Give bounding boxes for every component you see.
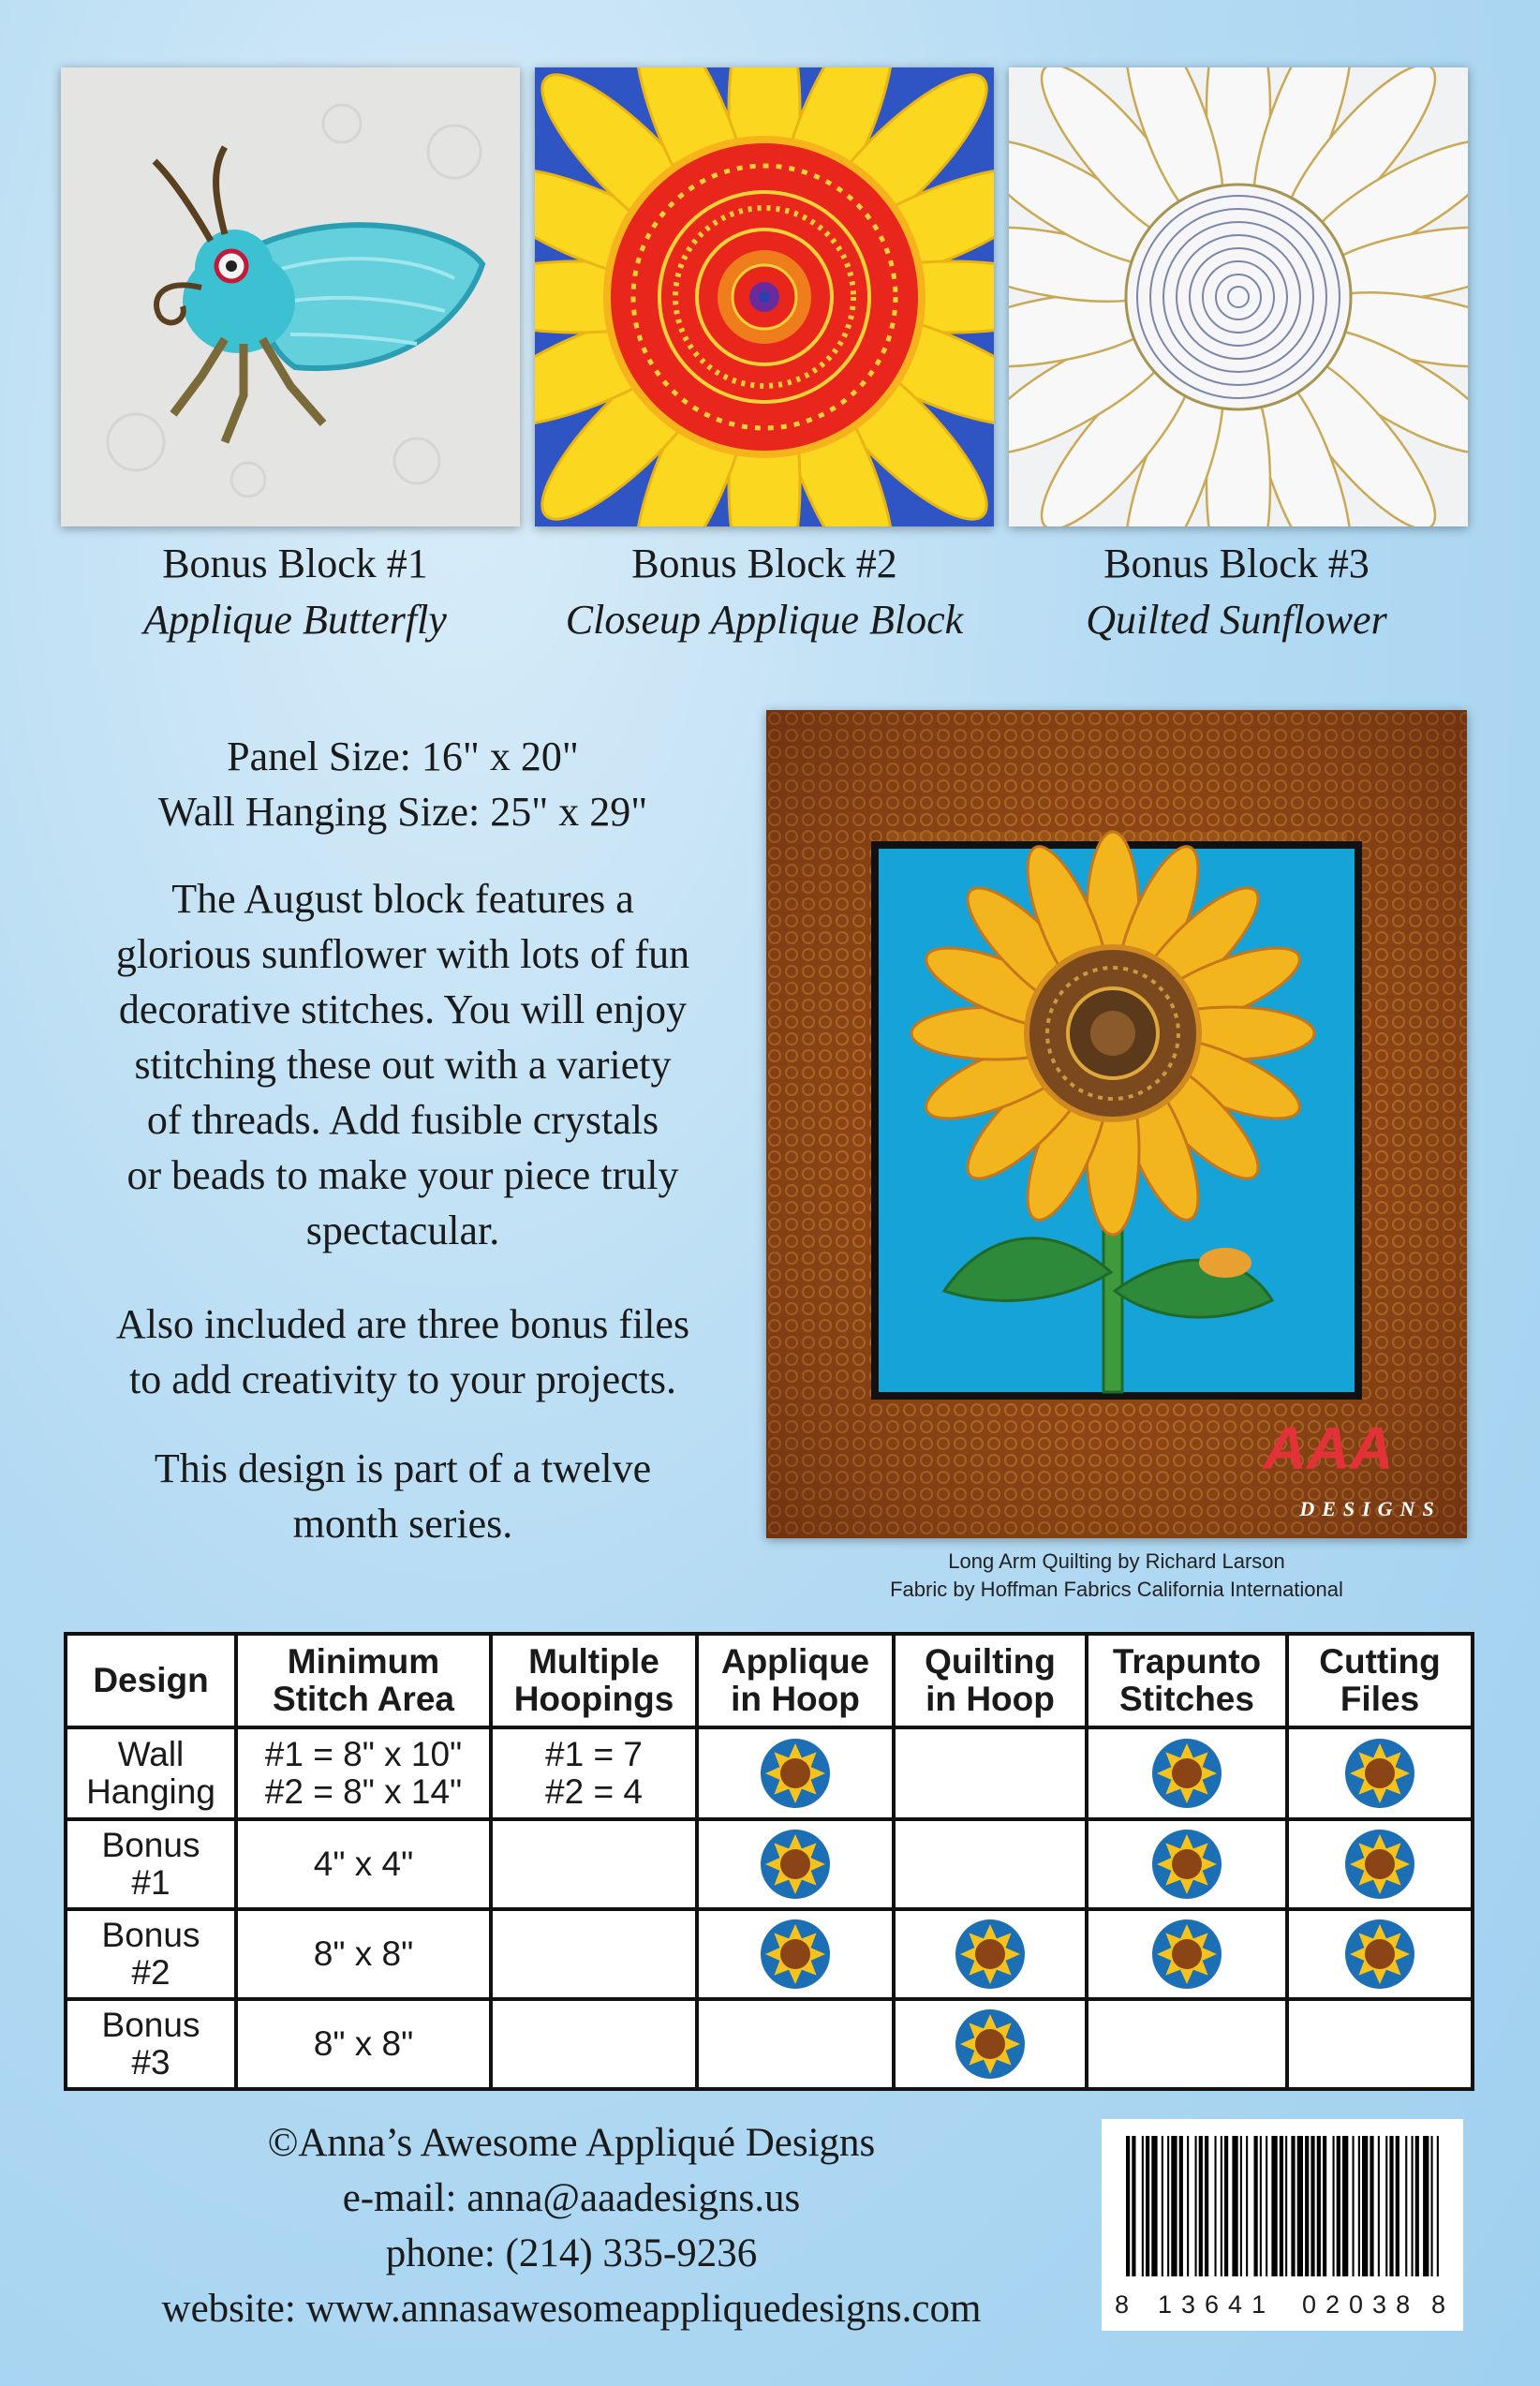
contact-footer xyxy=(84,2115,1059,2336)
logo-subtext: DESIGNS xyxy=(1299,1497,1442,1520)
barcode-left-group: 13641 xyxy=(1158,2290,1276,2319)
stitch-area-cell: 8" x 8" xyxy=(236,1999,491,2089)
cutting-cell xyxy=(1287,1999,1473,2089)
barcode-check-digit: 8 xyxy=(1431,2290,1446,2319)
barcode-bar xyxy=(1323,2136,1326,2276)
header-design: Design xyxy=(66,1634,236,1727)
applique-cell xyxy=(697,1727,894,1819)
bonus-block-1-caption xyxy=(52,536,539,648)
sunflower-badge-icon xyxy=(955,1919,1026,1990)
cutting-cell xyxy=(1287,1909,1473,1999)
header-multiple-hoopings: Multiple Hoopings xyxy=(491,1634,697,1727)
header-trapunto-stitches: Trapunto Stitches xyxy=(1087,1634,1287,1727)
cutting-cell xyxy=(1287,1819,1473,1909)
barcode-bar xyxy=(1396,2136,1399,2276)
sunflower-closeup-illustration xyxy=(535,67,994,526)
barcode-bar xyxy=(1205,2136,1208,2276)
barcode-bar xyxy=(1260,2136,1262,2276)
barcode-bar xyxy=(1385,2136,1387,2276)
barcode-bar xyxy=(1437,2136,1439,2276)
barcode-bar xyxy=(1224,2136,1228,2276)
size-info xyxy=(56,729,749,839)
wall-hanging-size: Wall Hanging Size: 25" x 29" xyxy=(157,789,648,835)
design-cell: Bonus #3 xyxy=(66,1999,236,2089)
barcode-bar xyxy=(1195,2136,1197,2276)
logo-letters: AAA xyxy=(1263,1415,1394,1482)
bonus-block-1-subtitle: Applique Butterfly xyxy=(143,597,447,643)
stitch-area-cell: #1 = 8" x 10" #2 = 8" x 14" xyxy=(236,1727,491,1819)
sunflower-badge-icon xyxy=(760,1738,831,1809)
bonus-block-2-caption xyxy=(521,536,1008,648)
header-min-stitch-area: Minimum Stitch Area xyxy=(236,1634,491,1727)
applique-cell xyxy=(697,1999,894,2089)
stitch-area-cell: 8" x 8" xyxy=(236,1909,491,1999)
quilting-credit: Long Arm Quilting by Richard Larson xyxy=(948,1549,1285,1573)
quilting-cell xyxy=(894,1727,1087,1819)
description-line: glorious sunflower with lots of fun xyxy=(115,931,690,977)
trapunto-cell xyxy=(1087,1909,1287,1999)
wall-hanging-photo xyxy=(766,710,1467,1538)
barcode-bar xyxy=(1142,2136,1144,2276)
barcode-bar xyxy=(1342,2136,1348,2276)
trapunto-cell xyxy=(1087,1819,1287,1909)
hoopings-cell xyxy=(491,1999,697,2089)
barcode-bar xyxy=(1232,2136,1237,2276)
sunflower-badge-icon xyxy=(1151,1738,1222,1809)
upc-barcode xyxy=(1102,2119,1463,2331)
barcode-lead-digit: 8 xyxy=(1115,2290,1130,2319)
applique-cell xyxy=(697,1819,894,1909)
barcode-bar xyxy=(1310,2136,1314,2276)
table-body xyxy=(66,1727,1473,2089)
barcode-bar xyxy=(1151,2136,1157,2276)
quilt-credits xyxy=(766,1548,1467,1604)
bonus-block-3-subtitle: Quilted Sunflower xyxy=(1086,597,1387,643)
barcode-bar xyxy=(1333,2136,1335,2276)
bonus-block-3-title: Bonus Block #3 xyxy=(1103,541,1370,586)
bonus-block-1-image xyxy=(61,67,520,526)
table-row xyxy=(66,1909,1473,1999)
stitch-area-cell: 4" x 4" xyxy=(236,1819,491,1909)
phone: phone: (214) 335-9236 xyxy=(385,2231,758,2275)
barcode-bar xyxy=(1431,2136,1433,2276)
trapunto-cell xyxy=(1087,1727,1287,1819)
barcode-bar xyxy=(1146,2136,1149,2276)
quilted-sunflower-illustration xyxy=(1009,67,1468,526)
barcode-bar xyxy=(1362,2136,1368,2276)
hoopings-cell: #1 = 7 #2 = 4 xyxy=(491,1727,697,1819)
hoopings-cell xyxy=(491,1909,697,1999)
barcode-bar xyxy=(1297,2136,1303,2276)
table-header-row xyxy=(66,1634,1473,1727)
quilting-cell xyxy=(894,1909,1087,1999)
website: website: www.annasawesomeappliquedesigns.com xyxy=(161,2287,982,2331)
header-cutting-files: Cutting Files xyxy=(1287,1634,1473,1727)
barcode-bar xyxy=(1240,2136,1242,2276)
sunflower-badge-icon xyxy=(1344,1829,1415,1900)
barcode-bar xyxy=(1167,2136,1169,2276)
barcode-bar xyxy=(1378,2136,1380,2276)
design-specs-table xyxy=(64,1632,1474,2091)
bonus-block-1-title: Bonus Block #1 xyxy=(162,541,428,586)
barcode-bar xyxy=(1412,2136,1414,2276)
barcode-right-group: 02038 xyxy=(1302,2290,1420,2319)
copyright: ©Anna’s Awesome Appliqué Designs xyxy=(267,2121,876,2165)
bonus-block-3-caption xyxy=(993,536,1480,648)
description-line: of threads. Add fusible crystals xyxy=(146,1097,659,1143)
applique-cell xyxy=(697,1909,894,1999)
table-row xyxy=(66,1727,1473,1819)
design-cell: Wall Hanging xyxy=(66,1727,236,1819)
barcode-bar xyxy=(1285,2136,1287,2276)
header-applique-in-hoop: Applique in Hoop xyxy=(697,1634,894,1727)
barcode-bar xyxy=(1215,2136,1217,2276)
table-row xyxy=(66,1819,1473,1909)
description-line: The August block features a xyxy=(171,876,634,922)
bonus-block-3-image xyxy=(1009,67,1468,526)
sunflower-badge-icon xyxy=(760,1919,831,1990)
bonus-block-2-subtitle: Closeup Applique Block xyxy=(565,597,964,643)
barcode-bar xyxy=(1179,2136,1183,2276)
barcode-bar xyxy=(1370,2136,1373,2276)
quilting-cell xyxy=(894,1999,1087,2089)
sunflower-badge-icon xyxy=(1344,1738,1415,1809)
barcode-bar xyxy=(1423,2136,1429,2276)
sunflower-badge-icon xyxy=(1344,1919,1415,1990)
fabric-credit: Fabric by Hoffman Fabrics California International xyxy=(890,1578,1343,1601)
description-paragraph xyxy=(56,871,749,1258)
design-cell: Bonus #2 xyxy=(66,1909,236,1999)
barcode-bar xyxy=(1415,2136,1419,2276)
sunflower-quilt-illustration xyxy=(766,710,1467,1538)
bonus-block-2-title: Bonus Block #2 xyxy=(631,541,897,586)
bonus-files-line: to add creativity to your projects. xyxy=(128,1356,677,1402)
barcode-bar xyxy=(1353,2136,1355,2276)
series-line: month series. xyxy=(292,1501,513,1547)
barcode-bar xyxy=(1187,2136,1189,2276)
barcode-bar xyxy=(1317,2136,1321,2276)
cutting-cell xyxy=(1287,1727,1473,1819)
butterfly-illustration xyxy=(61,67,520,526)
panel-size: Panel Size: 16" x 20" xyxy=(227,734,579,779)
trapunto-cell xyxy=(1087,1999,1287,2089)
barcode-bar xyxy=(1199,2136,1203,2276)
barcode-bar xyxy=(1171,2136,1177,2276)
design-cell: Bonus #1 xyxy=(66,1819,236,1909)
description-line: spectacular. xyxy=(305,1208,500,1253)
barcode-bar xyxy=(1246,2136,1248,2276)
barcode-bar xyxy=(1254,2136,1258,2276)
quilting-cell xyxy=(894,1819,1087,1909)
barcode-bar xyxy=(1305,2136,1309,2276)
series-paragraph xyxy=(56,1441,749,1551)
email: e-mail: anna@aaadesigns.us xyxy=(342,2176,801,2220)
bonus-files-paragraph xyxy=(56,1297,749,1407)
bonus-block-2-image xyxy=(535,67,994,526)
barcode-bar xyxy=(1126,2136,1130,2276)
barcode-bar xyxy=(1389,2136,1393,2276)
barcode-bar xyxy=(1162,2136,1163,2276)
barcode-bar xyxy=(1132,2136,1135,2276)
barcode-bar xyxy=(1337,2136,1340,2276)
description-line: stitching these out with a variety xyxy=(134,1042,672,1088)
description-line: decorative stitches. You will enjoy xyxy=(118,986,688,1032)
series-line: This design is part of a twelve xyxy=(154,1445,652,1491)
barcode-bar xyxy=(1266,2136,1267,2276)
description-line: or beads to make your piece truly xyxy=(126,1152,679,1198)
barcode-bars xyxy=(1122,2136,1443,2276)
sunflower-badge-icon xyxy=(1151,1919,1222,1990)
barcode-bar xyxy=(1271,2136,1277,2276)
sunflower-badge-icon xyxy=(760,1829,831,1900)
sunflower-badge-icon xyxy=(1151,1829,1222,1900)
barcode-bar xyxy=(1280,2136,1283,2276)
barcode-bar xyxy=(1405,2136,1407,2276)
barcode-bar xyxy=(1291,2136,1295,2276)
bonus-files-line: Also included are three bonus files xyxy=(115,1301,690,1347)
barcode-bar xyxy=(1358,2136,1360,2276)
barcode-bar xyxy=(1221,2136,1222,2276)
hoopings-cell xyxy=(491,1819,697,1909)
header-quilting-in-hoop: Quilting in Hoop xyxy=(894,1634,1087,1727)
sunflower-badge-icon xyxy=(955,2008,1026,2080)
table-row xyxy=(66,1999,1473,2089)
